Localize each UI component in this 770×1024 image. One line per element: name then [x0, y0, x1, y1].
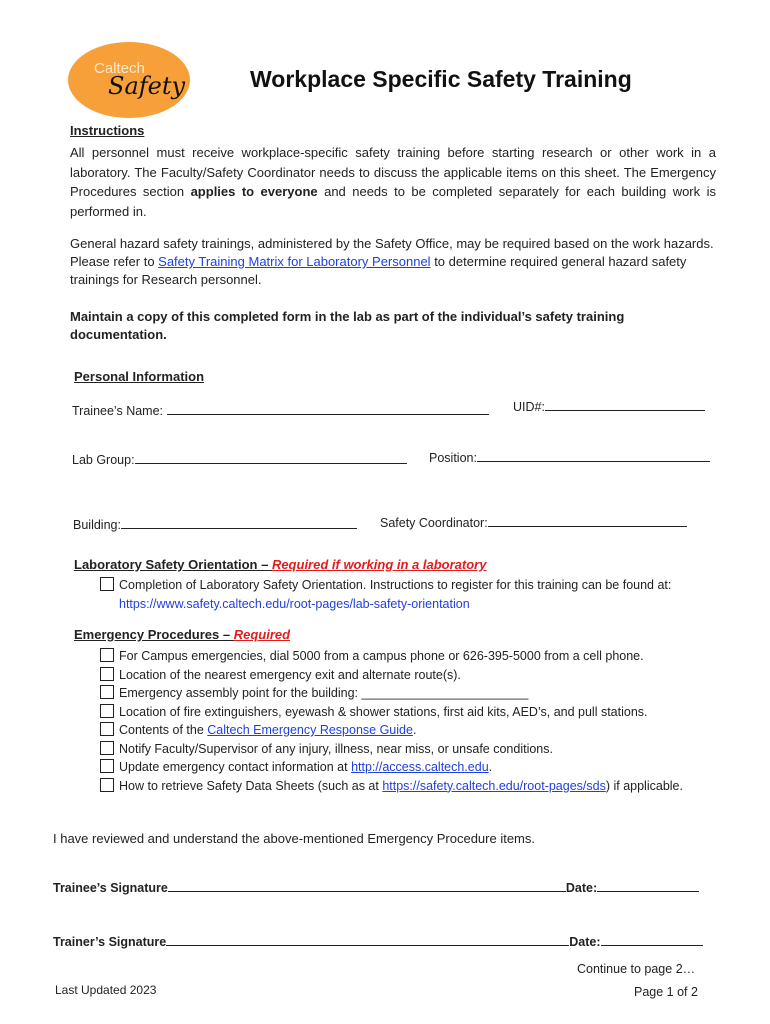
- checklist-item: [100, 777, 715, 796]
- checklist-item: [100, 703, 715, 722]
- position-field[interactable]: [429, 449, 710, 465]
- label: Safety Coordinator:: [380, 516, 488, 530]
- logo-text: Caltech: [94, 60, 145, 77]
- required-label: Required: [233, 627, 291, 642]
- date-label: Date:: [569, 935, 601, 949]
- emergency-heading: [74, 627, 290, 642]
- text: Contents of the: [119, 723, 208, 737]
- text: .: [488, 760, 493, 774]
- text: Notify Faculty/Supervisor of any injury, illness, near miss, or unsafe conditions.: [119, 741, 553, 756]
- checklist-item: [100, 666, 715, 685]
- instructions-paragraph: [70, 143, 716, 221]
- emphasis: applies to everyone: [190, 184, 318, 199]
- checkbox[interactable]: [100, 741, 114, 755]
- safety-coordinator-field[interactable]: [380, 514, 687, 530]
- checkbox[interactable]: [100, 704, 114, 718]
- checkbox[interactable]: [100, 648, 114, 662]
- checkbox[interactable]: [100, 759, 114, 773]
- text: to determine required general hazard safety trainings for Research personnel.: [70, 254, 687, 287]
- text: All personnel must receive workplace-specific safety training before starting research or other work in a laboratory. The Faculty/Safety Coordinator needs to discuss the applicable items on this sheet. The Emergency Procedures section: [70, 145, 716, 199]
- checkbox[interactable]: [100, 685, 114, 699]
- text: Location of fire extinguishers, eyewash & shower stations, first aid kits, AED’s, and pull stations.: [119, 704, 648, 719]
- label: Trainer’s Signature: [53, 935, 167, 949]
- text: and needs to be completed separately for each building work is performed in.: [70, 184, 716, 219]
- checkbox[interactable]: [100, 667, 114, 681]
- text: Update emergency contact information at: [119, 760, 352, 774]
- text: General hazard safety trainings, administered by the Safety Office, may be required based on the work hazards. Please refer to: [70, 236, 714, 269]
- item-link[interactable]: Caltech Emergency Response Guide: [207, 723, 413, 737]
- text: .: [412, 723, 417, 737]
- page-number: Page 1 of 2: [634, 985, 698, 999]
- training-matrix-link[interactable]: Safety Training Matrix for Laboratory Personnel: [158, 254, 431, 269]
- label: Trainee’s Name:: [72, 404, 164, 418]
- emergency-checklist: [100, 647, 715, 795]
- checklist-item: [100, 684, 715, 703]
- orientation-heading: [74, 557, 486, 572]
- maintain-copy-note: Maintain a copy of this completed form in the lab as part of the individual’s safety training documentation.: [70, 309, 625, 342]
- heading-text: Laboratory Safety Orientation –: [74, 557, 272, 572]
- text: How to retrieve Safety Data Sheets (such as at: [119, 778, 383, 793]
- checklist-item: [100, 758, 715, 777]
- building-field[interactable]: [73, 516, 357, 532]
- label: Position:: [429, 451, 477, 465]
- label: Building:: [73, 518, 121, 532]
- orientation-item: [100, 576, 720, 613]
- uid-field[interactable]: [513, 398, 705, 414]
- required-label: Required if working in a laboratory: [271, 557, 487, 572]
- label: Trainee’s Signature: [53, 881, 168, 895]
- lab-group-field[interactable]: [72, 451, 407, 467]
- caltech-safety-logo: [68, 42, 190, 118]
- text: Location of the nearest emergency exit and alternate route(s).: [119, 667, 461, 682]
- orientation-url[interactable]: https://www.safety.caltech.edu/root-pages/lab-safety-orientation: [119, 596, 470, 611]
- acknowledgement: I have reviewed and understand the above-mentioned Emergency Procedure items.: [53, 831, 536, 846]
- page-title: Workplace Specific Safety Training: [250, 66, 632, 92]
- checklist-item: [100, 647, 715, 666]
- text: Completion of Laboratory Safety Orientation. Instructions to register for this training can be found at:: [119, 578, 672, 592]
- checklist-item: [100, 721, 715, 740]
- trainee-signature-field[interactable]: [53, 879, 699, 895]
- continue-note: Continue to page 2…: [577, 962, 696, 976]
- label: Lab Group:: [72, 453, 135, 467]
- label: UID#:: [513, 400, 545, 414]
- date-label: Date:: [565, 881, 598, 895]
- logo-script: Safety: [108, 72, 186, 100]
- last-updated: Last Updated 2023: [55, 983, 157, 997]
- trainee-name-field[interactable]: [72, 402, 489, 418]
- heading-text: Emergency Procedures –: [74, 627, 234, 642]
- text: Emergency assembly point for the building: ________________________: [119, 686, 529, 700]
- checkbox[interactable]: [100, 778, 114, 792]
- trainer-signature-field[interactable]: [53, 933, 703, 949]
- general-hazard-paragraph: [70, 235, 716, 289]
- personal-info-heading: Personal Information: [74, 369, 205, 384]
- item-link[interactable]: http://access.caltech.edu: [351, 760, 489, 774]
- checklist-item: [100, 740, 715, 759]
- text: ) if applicable.: [605, 778, 683, 793]
- text: For Campus emergencies, dial 5000 from a campus phone or 626-395-5000 from a cell phone.: [119, 649, 644, 663]
- instructions-heading: Instructions: [70, 123, 145, 138]
- checkbox[interactable]: [100, 722, 114, 736]
- checkbox[interactable]: [100, 577, 114, 591]
- item-link[interactable]: https://safety.caltech.edu/root-pages/sds: [382, 778, 606, 793]
